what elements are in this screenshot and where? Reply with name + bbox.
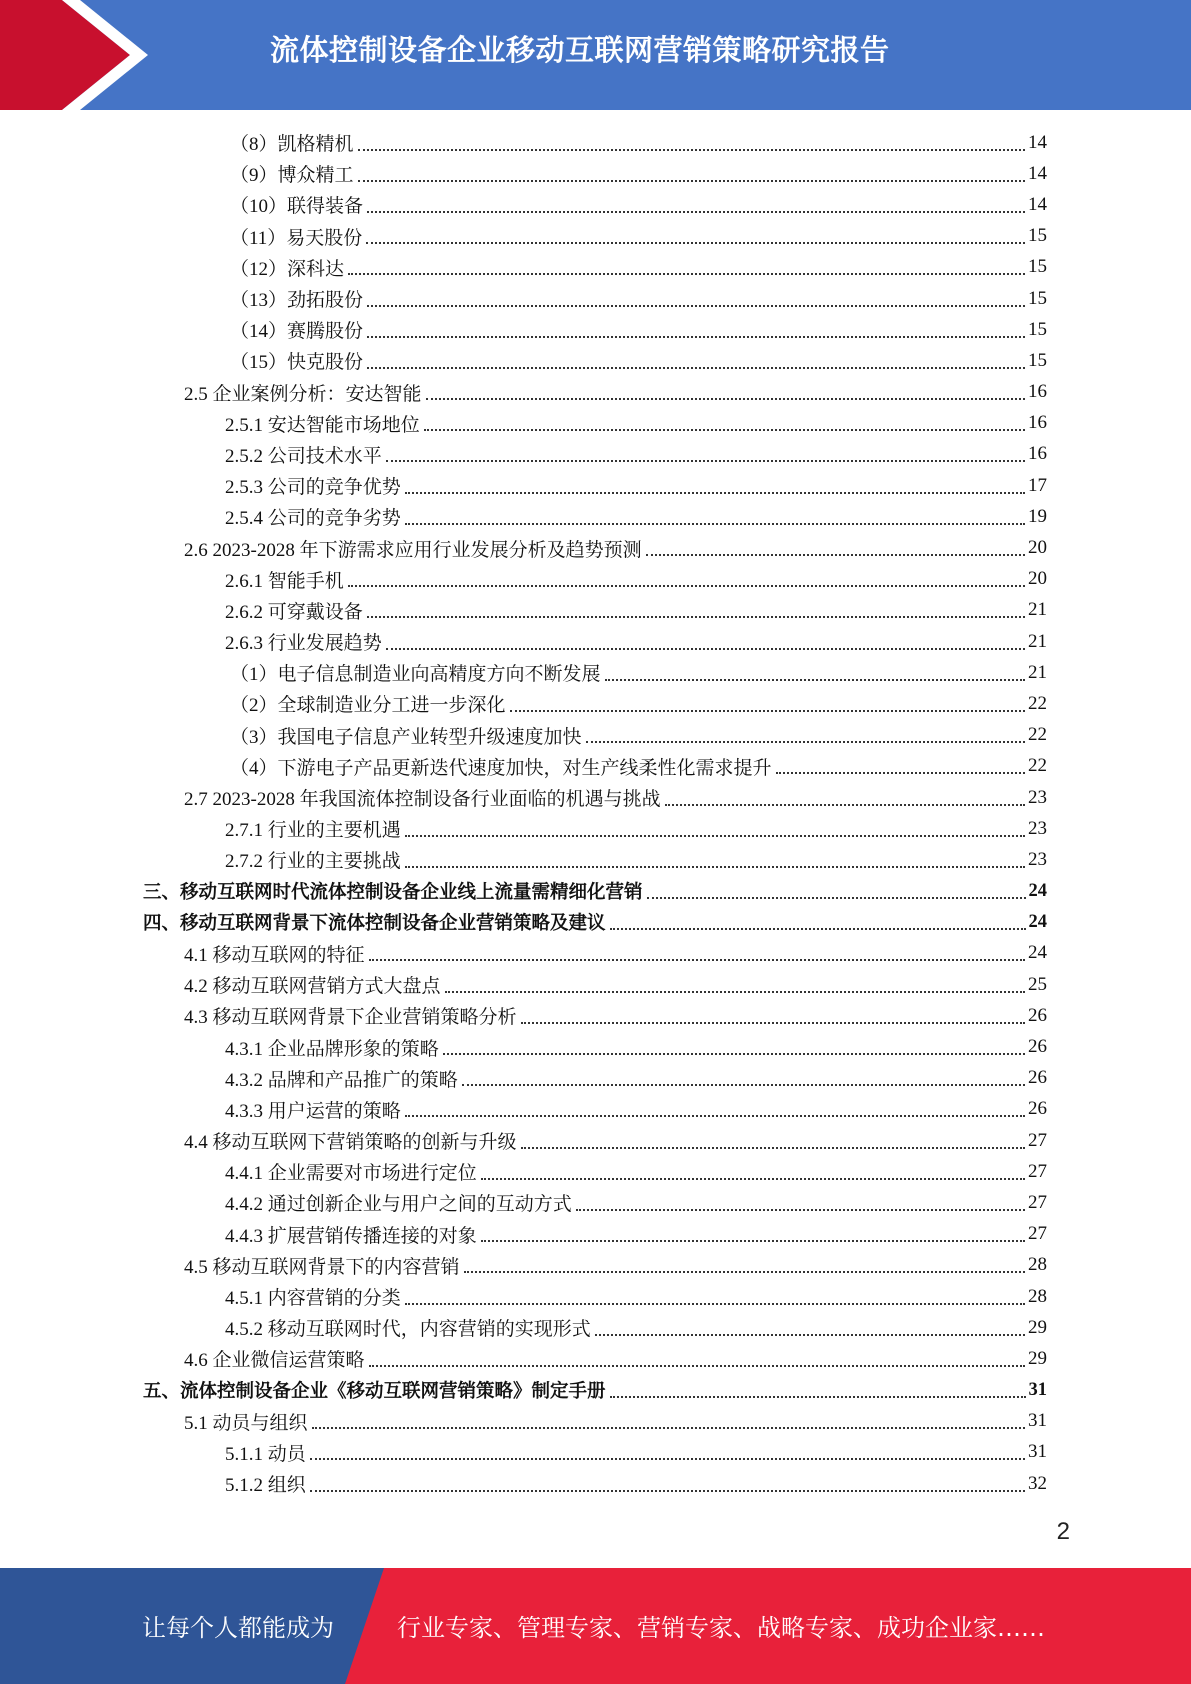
toc-entry-page: 26 [1028, 1067, 1047, 1089]
toc-entry-page: 20 [1028, 537, 1047, 559]
toc-entry-page: 16 [1028, 412, 1047, 434]
toc-dot-leader [367, 305, 1025, 307]
toc-entry[interactable] [0, 844, 1191, 875]
toc-entry[interactable] [0, 969, 1191, 1000]
toc-entry-page: 27 [1028, 1223, 1047, 1245]
toc-entry-title: 4.3.2 品牌和产品推广的策略 [225, 1069, 458, 1091]
toc-entry-page: 21 [1028, 661, 1047, 683]
page-footer [0, 1568, 1191, 1684]
toc-entry-title: （11）易天股份 [230, 227, 363, 249]
toc-entry[interactable] [0, 221, 1191, 252]
toc-entry[interactable] [0, 1156, 1191, 1187]
toc-entry-page: 29 [1028, 1316, 1047, 1338]
toc-entry[interactable] [0, 1063, 1191, 1094]
toc-entry-page: 22 [1028, 755, 1047, 777]
toc-entry-page: 14 [1028, 162, 1047, 184]
toc-entry-page: 21 [1028, 599, 1047, 621]
toc-dot-leader [595, 1334, 1025, 1336]
toc-entry-page: 16 [1028, 381, 1047, 403]
toc-entry-title: 5.1.1 动员 [225, 1443, 306, 1465]
toc-dot-leader [310, 1490, 1025, 1492]
toc-entry-title: 4.4.2 通过创新企业与用户之间的互动方式 [225, 1194, 572, 1216]
toc-entry-title: 2.5.1 安达智能市场地位 [225, 414, 420, 436]
toc-dot-leader [348, 273, 1025, 275]
toc-dot-leader [646, 554, 1025, 556]
toc-dot-leader [445, 991, 1025, 993]
toc-entry-page: 26 [1028, 1036, 1047, 1058]
toc-entry[interactable] [0, 1281, 1191, 1312]
toc-entry-title: 4.4 移动互联网下营销策略的创新与升级 [184, 1132, 517, 1154]
toc-entry-page: 26 [1028, 1098, 1047, 1120]
toc-entry[interactable] [0, 189, 1191, 220]
toc-entry-page: 32 [1028, 1472, 1047, 1494]
toc-entry[interactable] [0, 876, 1191, 907]
toc-dot-leader [481, 1240, 1025, 1242]
toc-entry-title: 四、移动互联网背景下流体控制设备企业营销策略及建议 [143, 913, 606, 935]
toc-dot-leader [405, 866, 1025, 868]
toc-entry-title: 5.1.2 组织 [225, 1475, 306, 1497]
toc-entry-page: 15 [1028, 256, 1047, 278]
toc-dot-leader [576, 1209, 1025, 1211]
toc-entry-title: 2.6.2 可穿戴设备 [225, 601, 363, 623]
toc-entry[interactable] [0, 283, 1191, 314]
toc-entry[interactable] [0, 1406, 1191, 1437]
toc-entry-title: （15）快克股份 [230, 352, 364, 374]
toc-dot-leader [462, 1084, 1025, 1086]
toc-dot-leader [367, 211, 1025, 213]
toc-entry-title: （8）凯格精机 [230, 134, 354, 156]
toc-entry-title: 4.6 企业微信运营策略 [184, 1350, 365, 1372]
toc-entry[interactable] [0, 1250, 1191, 1281]
toc-entry-title: （12）深科达 [230, 258, 345, 280]
toc-entry-title: 4.5 移动互联网背景下的内容营销 [184, 1256, 460, 1278]
toc-entry[interactable] [0, 688, 1191, 719]
toc-entry[interactable] [0, 720, 1191, 751]
toc-entry-page: 27 [1028, 1191, 1047, 1213]
toc-entry-title: 2.6.1 智能手机 [225, 570, 344, 592]
toc-entry-page: 31 [1028, 1410, 1047, 1432]
toc-entry[interactable] [0, 377, 1191, 408]
toc-entry-page: 27 [1028, 1160, 1047, 1182]
toc-dot-leader [405, 492, 1025, 494]
toc-entry-page: 14 [1028, 131, 1047, 153]
toc-dot-leader [405, 1303, 1025, 1305]
toc-entry-page: 16 [1028, 443, 1047, 465]
toc-dot-leader [521, 1147, 1025, 1149]
toc-entry-page: 25 [1028, 973, 1047, 995]
toc-entry-title: （9）博众精工 [230, 165, 354, 187]
toc-dot-leader [405, 835, 1025, 837]
table-of-contents [0, 127, 1191, 1499]
toc-entry-title: 4.3.3 用户运营的策略 [225, 1100, 401, 1122]
toc-entry[interactable] [0, 1219, 1191, 1250]
toc-entry-page: 22 [1028, 692, 1047, 714]
toc-entry[interactable] [0, 532, 1191, 563]
toc-entry-title: 2.5.3 公司的竞争优势 [225, 477, 401, 499]
toc-entry-title: 4.4.3 扩展营销传播连接的对象 [225, 1225, 477, 1247]
toc-entry-page: 28 [1028, 1285, 1047, 1307]
toc-entry-page: 27 [1028, 1129, 1047, 1151]
toc-entry[interactable] [0, 938, 1191, 969]
header-chevron-decoration [0, 0, 160, 110]
toc-dot-leader [310, 1458, 1025, 1460]
toc-entry-title: 2.5 企业案例分析：安达智能 [184, 383, 422, 405]
toc-entry-page: 31 [1028, 1441, 1047, 1463]
toc-entry-title: 4.3 移动互联网背景下企业营销策略分析 [184, 1007, 517, 1029]
toc-entry-page: 24 [1028, 911, 1047, 932]
toc-entry[interactable] [0, 1343, 1191, 1374]
toc-dot-leader [358, 180, 1025, 182]
toc-entry-title: （13）劲拓股份 [230, 290, 364, 312]
toc-entry[interactable] [0, 1031, 1191, 1062]
toc-entry-page: 22 [1028, 724, 1047, 746]
toc-dot-leader [367, 367, 1025, 369]
toc-entry[interactable] [0, 1125, 1191, 1156]
toc-dot-leader [665, 804, 1025, 806]
page-number: 2 [1056, 1518, 1070, 1545]
toc-entry[interactable] [0, 470, 1191, 501]
toc-entry[interactable] [0, 1187, 1191, 1218]
toc-dot-leader [369, 1365, 1025, 1367]
toc-entry[interactable] [0, 1375, 1191, 1406]
toc-entry[interactable] [0, 127, 1191, 158]
toc-dot-leader [366, 242, 1025, 244]
toc-dot-leader [481, 1178, 1025, 1180]
toc-entry-title: （2）全球制造业分工进一步深化 [230, 695, 506, 717]
toc-entry-page: 23 [1028, 848, 1047, 870]
toc-entry[interactable] [0, 1094, 1191, 1125]
toc-entry-title: 4.1 移动互联网的特征 [184, 944, 365, 966]
toc-entry-title: 2.5.4 公司的竞争劣势 [225, 508, 401, 530]
report-title: 流体控制设备企业移动互联网营销策略研究报告 [270, 33, 890, 67]
toc-dot-leader [312, 1427, 1025, 1429]
toc-entry-page: 29 [1028, 1347, 1047, 1369]
toc-dot-leader [605, 679, 1025, 681]
toc-entry-title: 2.7.2 行业的主要挑战 [225, 851, 401, 873]
toc-entry-title: 2.7.1 行业的主要机遇 [225, 820, 401, 842]
toc-entry[interactable] [0, 1000, 1191, 1031]
footer-slogan-left: 让每个人都能成为 [142, 1614, 334, 1642]
toc-entry-title: 5.1 动员与组织 [184, 1412, 308, 1434]
footer-slogan-right: 行业专家、管理专家、营销专家、战略专家、成功企业家…… [397, 1614, 1045, 1642]
toc-entry[interactable] [0, 595, 1191, 626]
toc-dot-leader [386, 460, 1025, 462]
toc-entry-page: 23 [1028, 817, 1047, 839]
toc-dot-leader [367, 336, 1025, 338]
toc-entry-title: 2.6.3 行业发展趋势 [225, 633, 382, 655]
toc-entry-title: 2.5.2 公司技术水平 [225, 445, 382, 467]
toc-dot-leader [405, 1115, 1025, 1117]
toc-dot-leader [776, 772, 1025, 774]
toc-dot-leader [369, 959, 1025, 961]
toc-entry-title: 2.7 2023-2028 年我国流体控制设备行业面临的机遇与挑战 [184, 789, 661, 811]
toc-entry-page: 15 [1028, 287, 1047, 309]
toc-entry[interactable] [0, 345, 1191, 376]
toc-entry-title: 4.2 移动互联网营销方式大盘点 [184, 976, 441, 998]
toc-entry-title: 4.4.1 企业需要对市场进行定位 [225, 1163, 477, 1185]
toc-entry[interactable] [0, 1312, 1191, 1343]
toc-entry-title: 2.6 2023-2028 年下游需求应用行业发展分析及趋势预测 [184, 539, 642, 561]
toc-entry-title: 4.5.2 移动互联网时代，内容营销的实现形式 [225, 1319, 591, 1341]
toc-entry-title: （3）我国电子信息产业转型升级速度加快 [230, 726, 582, 748]
toc-dot-leader [443, 1053, 1025, 1055]
toc-entry[interactable] [0, 408, 1191, 439]
toc-entry[interactable] [0, 564, 1191, 595]
toc-entry-page: 15 [1028, 225, 1047, 247]
toc-entry-title: 五、流体控制设备企业《移动互联网营销策略》制定手册 [143, 1381, 606, 1403]
toc-entry-title: （1）电子信息制造业向高精度方向不断发展 [230, 664, 601, 686]
toc-entry[interactable] [0, 657, 1191, 688]
header-red-corner [0, 0, 130, 110]
toc-entry-page: 19 [1028, 505, 1047, 527]
toc-entry[interactable] [0, 782, 1191, 813]
toc-entry[interactable] [0, 158, 1191, 189]
toc-entry-page: 20 [1028, 568, 1047, 590]
toc-dot-leader [510, 710, 1025, 712]
toc-entry-page: 23 [1028, 786, 1047, 808]
toc-dot-leader [405, 523, 1025, 525]
toc-entry[interactable] [0, 501, 1191, 532]
toc-entry[interactable] [0, 252, 1191, 283]
toc-entry-page: 26 [1028, 1004, 1047, 1026]
toc-entry[interactable] [0, 439, 1191, 470]
toc-dot-leader [610, 1396, 1026, 1398]
toc-entry-title: （4）下游电子产品更新迭代速度加快，对生产线柔性化需求提升 [230, 757, 772, 779]
toc-entry[interactable] [0, 813, 1191, 844]
toc-entry-page: 14 [1028, 193, 1047, 215]
toc-entry-page: 17 [1028, 474, 1047, 496]
toc-entry-title: 三、移动互联网时代流体控制设备企业线上流量需精细化营销 [143, 882, 643, 904]
toc-dot-leader [358, 149, 1025, 151]
toc-dot-leader [586, 741, 1025, 743]
toc-dot-leader [426, 398, 1025, 400]
toc-entry-title: （14）赛腾股份 [230, 321, 364, 343]
toc-entry-title: 4.5.1 内容营销的分类 [225, 1288, 401, 1310]
toc-entry-page: 31 [1028, 1379, 1047, 1400]
page-header [0, 0, 1191, 110]
toc-entry[interactable] [0, 1437, 1191, 1468]
toc-dot-leader [647, 897, 1026, 899]
toc-dot-leader [386, 648, 1025, 650]
toc-dot-leader [348, 585, 1025, 587]
toc-dot-leader [367, 616, 1025, 618]
toc-entry-page: 15 [1028, 318, 1047, 340]
toc-entry[interactable] [0, 314, 1191, 345]
toc-dot-leader [521, 1022, 1025, 1024]
toc-entry-title: 4.3.1 企业品牌形象的策略 [225, 1038, 439, 1060]
toc-entry-page: 28 [1028, 1254, 1047, 1276]
toc-entry-page: 15 [1028, 349, 1047, 371]
toc-entry-page: 24 [1028, 880, 1047, 901]
toc-entry-title: （10）联得装备 [230, 196, 364, 218]
toc-dot-leader [610, 928, 1026, 930]
toc-entry[interactable] [0, 1468, 1191, 1499]
toc-entry[interactable] [0, 907, 1191, 938]
toc-entry[interactable] [0, 751, 1191, 782]
toc-entry-page: 24 [1028, 942, 1047, 964]
toc-entry[interactable] [0, 626, 1191, 657]
toc-dot-leader [464, 1271, 1025, 1273]
toc-dot-leader [424, 429, 1025, 431]
toc-entry-page: 21 [1028, 630, 1047, 652]
